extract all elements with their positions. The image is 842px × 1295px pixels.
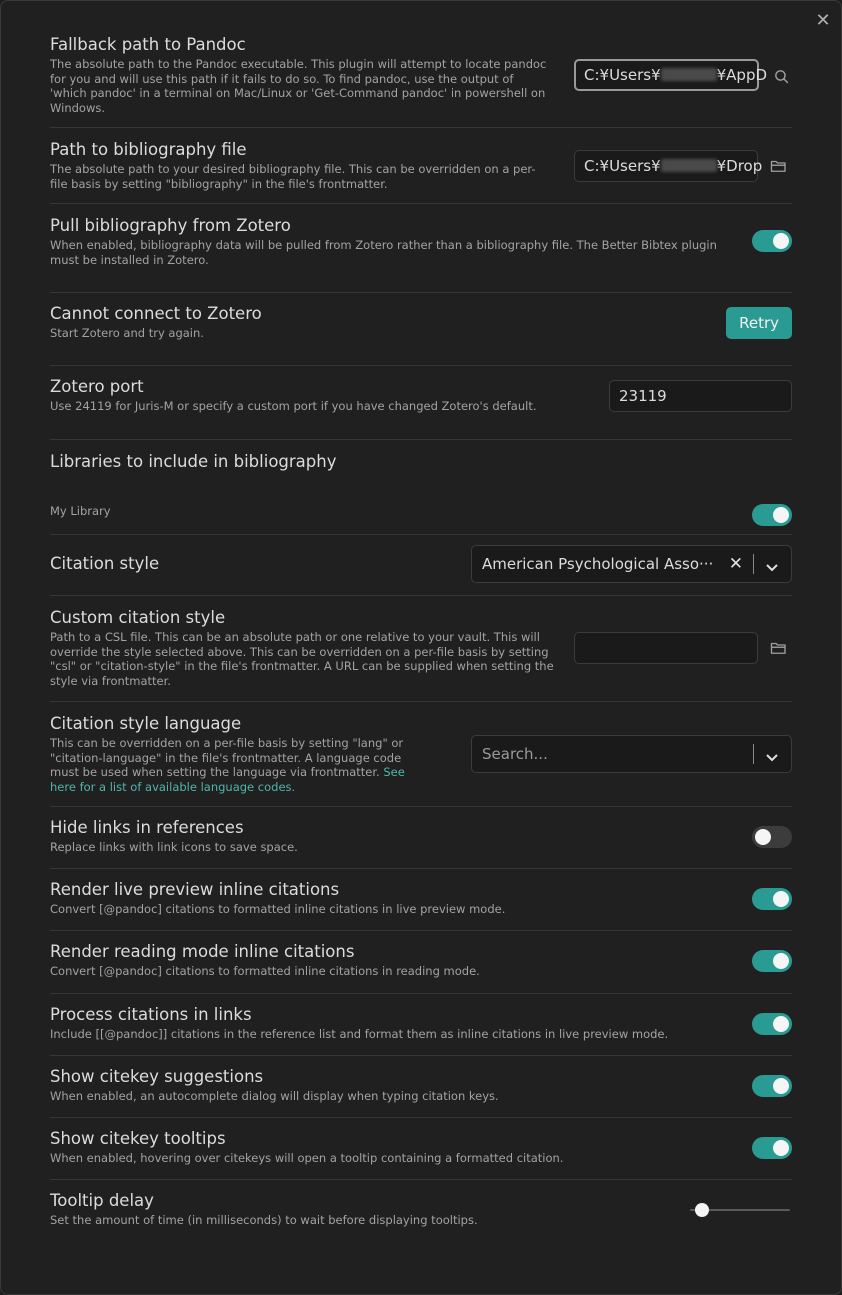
setting-hide-links	[50, 807, 792, 869]
setting-zotero-port	[50, 366, 792, 440]
setting-zotero-pull	[50, 204, 792, 293]
suggestions-toggle[interactable]	[752, 1075, 792, 1097]
live-preview-toggle[interactable]	[752, 888, 792, 910]
zotero-pull-toggle[interactable]	[752, 230, 792, 252]
my-library-toggle[interactable]	[752, 504, 792, 526]
path-prefix: C:¥Users¥	[584, 66, 661, 84]
library-item-label: My Library	[50, 504, 111, 518]
path-suffix: ¥Drop	[716, 157, 763, 175]
setting-description: Start Zotero and try again.	[50, 326, 204, 340]
close-icon[interactable]: ✕	[815, 10, 831, 31]
setting-name: Custom citation style	[50, 608, 226, 627]
language-description: This can be overridden on a per-file basis by setting "lang" or "citation-language" in the file's frontmatter. A language code must be used when setting the language via frontmatter.	[50, 736, 404, 779]
folder-icon[interactable]	[767, 154, 791, 178]
setting-description	[50, 736, 430, 794]
setting-name: Tooltip delay	[50, 1191, 154, 1210]
clear-icon[interactable]: ✕	[728, 554, 743, 574]
setting-suggestions	[50, 1056, 792, 1118]
setting-name: Pull bibliography from Zotero	[50, 216, 291, 235]
language-codes-link[interactable]: See here for a list of available language codes.	[50, 765, 405, 794]
toggle-knob	[773, 1140, 789, 1156]
citation-style-select[interactable]	[471, 545, 792, 583]
toggle-knob	[773, 233, 789, 249]
setting-name: Citation style	[50, 554, 160, 573]
path-suffix: ¥AppD	[716, 66, 768, 84]
setting-description: Path to a CSL file. This can be an absolute path or one relative to your vault. This will override the style selected above. This can be overridden on a per-file basis by setting "csl" or "citation-style" in the file's frontmatter. A URL can be supplied when setting the style via frontmatter.	[50, 630, 554, 688]
setting-description: Replace links with link icons to save space.	[50, 840, 298, 854]
setting-reading-mode	[50, 931, 792, 994]
setting-name: Show citekey tooltips	[50, 1129, 226, 1148]
setting-description: Convert [@pandoc] citations to formatted inline citations in live preview mode.	[50, 902, 506, 916]
hide-links-toggle[interactable]	[752, 826, 792, 848]
toggle-knob	[773, 953, 789, 969]
chevron-down-icon[interactable]	[765, 558, 779, 577]
setting-tooltip-delay	[50, 1180, 792, 1250]
setting-pandoc-path	[50, 1, 792, 128]
redacted-username	[661, 159, 717, 172]
pandoc-path-input[interactable]	[574, 59, 768, 91]
setting-name: Show citekey suggestions	[50, 1067, 264, 1086]
tooltips-toggle[interactable]	[752, 1137, 792, 1159]
setting-name: Cannot connect to Zotero	[50, 304, 262, 323]
toggle-knob	[773, 507, 789, 523]
language-search-select[interactable]	[471, 735, 792, 773]
setting-description: The absolute path to the Pandoc executable. This plugin will attempt to locate pandoc for you and will use this path if it fails to do so. To find pandoc, use the output of 'which pandoc' in a terminal on Mac/Linux or 'Get-Command pandoc' in powershell on Windows.	[50, 57, 547, 115]
zotero-port-input[interactable]: 23119	[609, 380, 792, 412]
toggle-knob	[755, 829, 771, 845]
setting-custom-style	[50, 596, 792, 702]
setting-description: Set the amount of time (in milliseconds) to wait before displaying tooltips.	[50, 1213, 478, 1227]
setting-tooltips	[50, 1118, 792, 1180]
setting-name: Render reading mode inline citations	[50, 942, 355, 961]
setting-name: Citation style language	[50, 714, 242, 733]
path-prefix: C:¥Users¥	[584, 157, 661, 175]
toggle-knob	[773, 1078, 789, 1094]
setting-description: The absolute path to your desired bibliography file. This can be overridden on a per-file basis by setting "bibliography" in the file's frontmatter.	[50, 162, 536, 191]
search-icon[interactable]	[769, 64, 793, 88]
process-links-toggle[interactable]	[752, 1013, 792, 1035]
bibliography-path-input[interactable]	[574, 150, 763, 182]
setting-style-language	[50, 702, 792, 807]
tooltip-delay-slider[interactable]	[690, 1203, 790, 1217]
setting-live-preview	[50, 869, 792, 931]
setting-name: Hide links in references	[50, 818, 244, 837]
custom-style-input[interactable]	[574, 632, 758, 664]
citation-style-value: American Psychological Asso···	[482, 555, 714, 573]
setting-name: Process citations in links	[50, 1005, 252, 1024]
setting-description: When enabled, hovering over citekeys will open a tooltip containing a formatted citation.	[50, 1151, 564, 1165]
setting-description: Convert [@pandoc] citations to formatted inline citations in reading mode.	[50, 964, 480, 978]
chevron-down-icon[interactable]	[765, 748, 779, 767]
retry-button[interactable]: Retry	[726, 307, 792, 339]
toggle-knob	[773, 1016, 789, 1032]
folder-icon[interactable]	[767, 636, 791, 660]
select-separator	[753, 554, 754, 574]
setting-name: Path to bibliography file	[50, 140, 247, 159]
setting-name: Fallback path to Pandoc	[50, 35, 246, 54]
setting-description: When enabled, an autocomplete dialog will display when typing citation keys.	[50, 1089, 499, 1103]
slider-thumb[interactable]	[695, 1203, 709, 1217]
setting-description: Use 24119 for Juris-M or specify a custom port if you have changed Zotero's default.	[50, 399, 537, 413]
setting-citation-style	[50, 535, 792, 596]
redacted-username	[661, 68, 717, 81]
select-separator	[753, 744, 754, 764]
setting-name: Zotero port	[50, 377, 144, 396]
settings-list	[50, 1, 792, 1250]
setting-libraries	[50, 440, 792, 535]
setting-zotero-connect	[50, 293, 792, 366]
language-search-placeholder: Search...	[482, 745, 548, 763]
setting-description: When enabled, bibliography data will be pulled from Zotero rather than a bibliography file. The Better Bibtex plugin must be installed in Zotero.	[50, 238, 717, 267]
reading-mode-toggle[interactable]	[752, 950, 792, 972]
setting-description: Include [[@pandoc]] citations in the reference list and format them as inline citations in live preview mode.	[50, 1027, 669, 1041]
libraries-heading: Libraries to include in bibliography	[50, 452, 337, 471]
setting-bibliography	[50, 128, 792, 204]
setting-process-links	[50, 994, 792, 1056]
setting-name: Render live preview inline citations	[50, 880, 340, 899]
toggle-knob	[773, 891, 789, 907]
